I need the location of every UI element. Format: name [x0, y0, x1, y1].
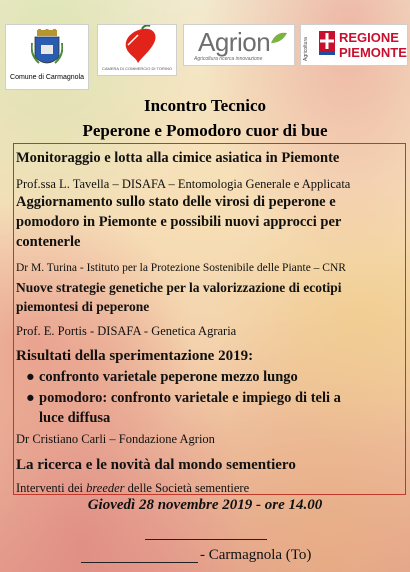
- venue-blank-line: [145, 527, 267, 540]
- talk4-speaker: Dr Cristiano Carli – Fondazione Agrion: [16, 432, 215, 446]
- regione-emblem-icon: [319, 31, 335, 57]
- talk2-title-line1: Aggiornamento sullo stato delle virosi di peperone e: [16, 194, 336, 210]
- address-blank-line: [81, 550, 198, 563]
- talk2-title-line2: pomodoro in Piemonte e possibili nuovi approcci per: [16, 214, 342, 230]
- talk5-speaker: [16, 480, 249, 496]
- event-location: - Carmagnola (To): [200, 547, 312, 563]
- camera-caption: CAMERA DI COMMERCIO DI TORINO: [101, 66, 173, 71]
- agrion-tagline: Agricoltura ricerca innovazione: [194, 56, 263, 62]
- talk4-title: Risultati della sperimentazione 2019:: [16, 348, 254, 364]
- event-main-title: Peperone e Pomodoro cuor di bue: [82, 121, 328, 140]
- talk5-speaker-pre: Interventi dei: [16, 481, 87, 495]
- program-box: [13, 143, 406, 495]
- talk2-speaker: Dr M. Turina - Istituto per la Protezione Sostenibile delle Piante – CNR: [16, 262, 346, 274]
- pepper-logo-icon: [98, 25, 176, 67]
- agrion-name: Agrion: [198, 27, 271, 57]
- talk4-bullet-2-text: pomodoro: confronto varietale e impiego di teli a: [39, 390, 341, 406]
- regione-piemonte-logo: [300, 24, 408, 66]
- carmagnola-crest-icon: [31, 29, 63, 71]
- talk3-title-line1: Nuove strategie genetiche per la valorizzazione di ecotipi: [16, 280, 342, 295]
- talk3-speaker: Prof. E. Portis - DISAFA - Genetica Agraria: [16, 324, 237, 338]
- camera-commercio-logo: [97, 24, 177, 76]
- talk4-bullet-2-text-cont: luce diffusa: [39, 410, 111, 426]
- regione-side-label: Agricoltura: [303, 37, 309, 61]
- bullet-dot-icon: ●: [26, 369, 35, 385]
- event-type-title: Incontro Tecnico: [143, 96, 266, 115]
- regione-line2: PIEMONTE: [339, 45, 407, 60]
- carmagnola-caption: Comune di Carmagnola: [10, 74, 84, 81]
- agrion-leaf-icon: [270, 31, 288, 45]
- talk5-speaker-post: delle Società sementiere: [124, 481, 250, 495]
- talk5-title: La ricerca e le novità dal mondo sementiero: [16, 457, 296, 473]
- comune-carmagnola-logo: [5, 24, 89, 90]
- bullet-dot-icon: ●: [26, 390, 35, 406]
- talk1-title: Monitoraggio e lotta alla cimice asiatica in Piemonte: [16, 150, 340, 166]
- agrion-logo: [183, 24, 295, 66]
- talk2-title-line3: contenerle: [16, 234, 81, 250]
- talk3-title-line2: piemontesi di peperone: [16, 299, 150, 314]
- event-date-time: Giovedì 28 novembre 2019 - ore 14.00: [87, 497, 323, 513]
- talk5-speaker-em: breeder: [86, 481, 125, 495]
- talk1-speaker: Prof.ssa L. Tavella – DISAFA – Entomologia Generale e Applicata: [16, 177, 351, 191]
- talk4-bullet-1-text: confronto varietale peperone mezzo lungo: [39, 369, 298, 385]
- regione-line1: REGIONE: [339, 30, 399, 45]
